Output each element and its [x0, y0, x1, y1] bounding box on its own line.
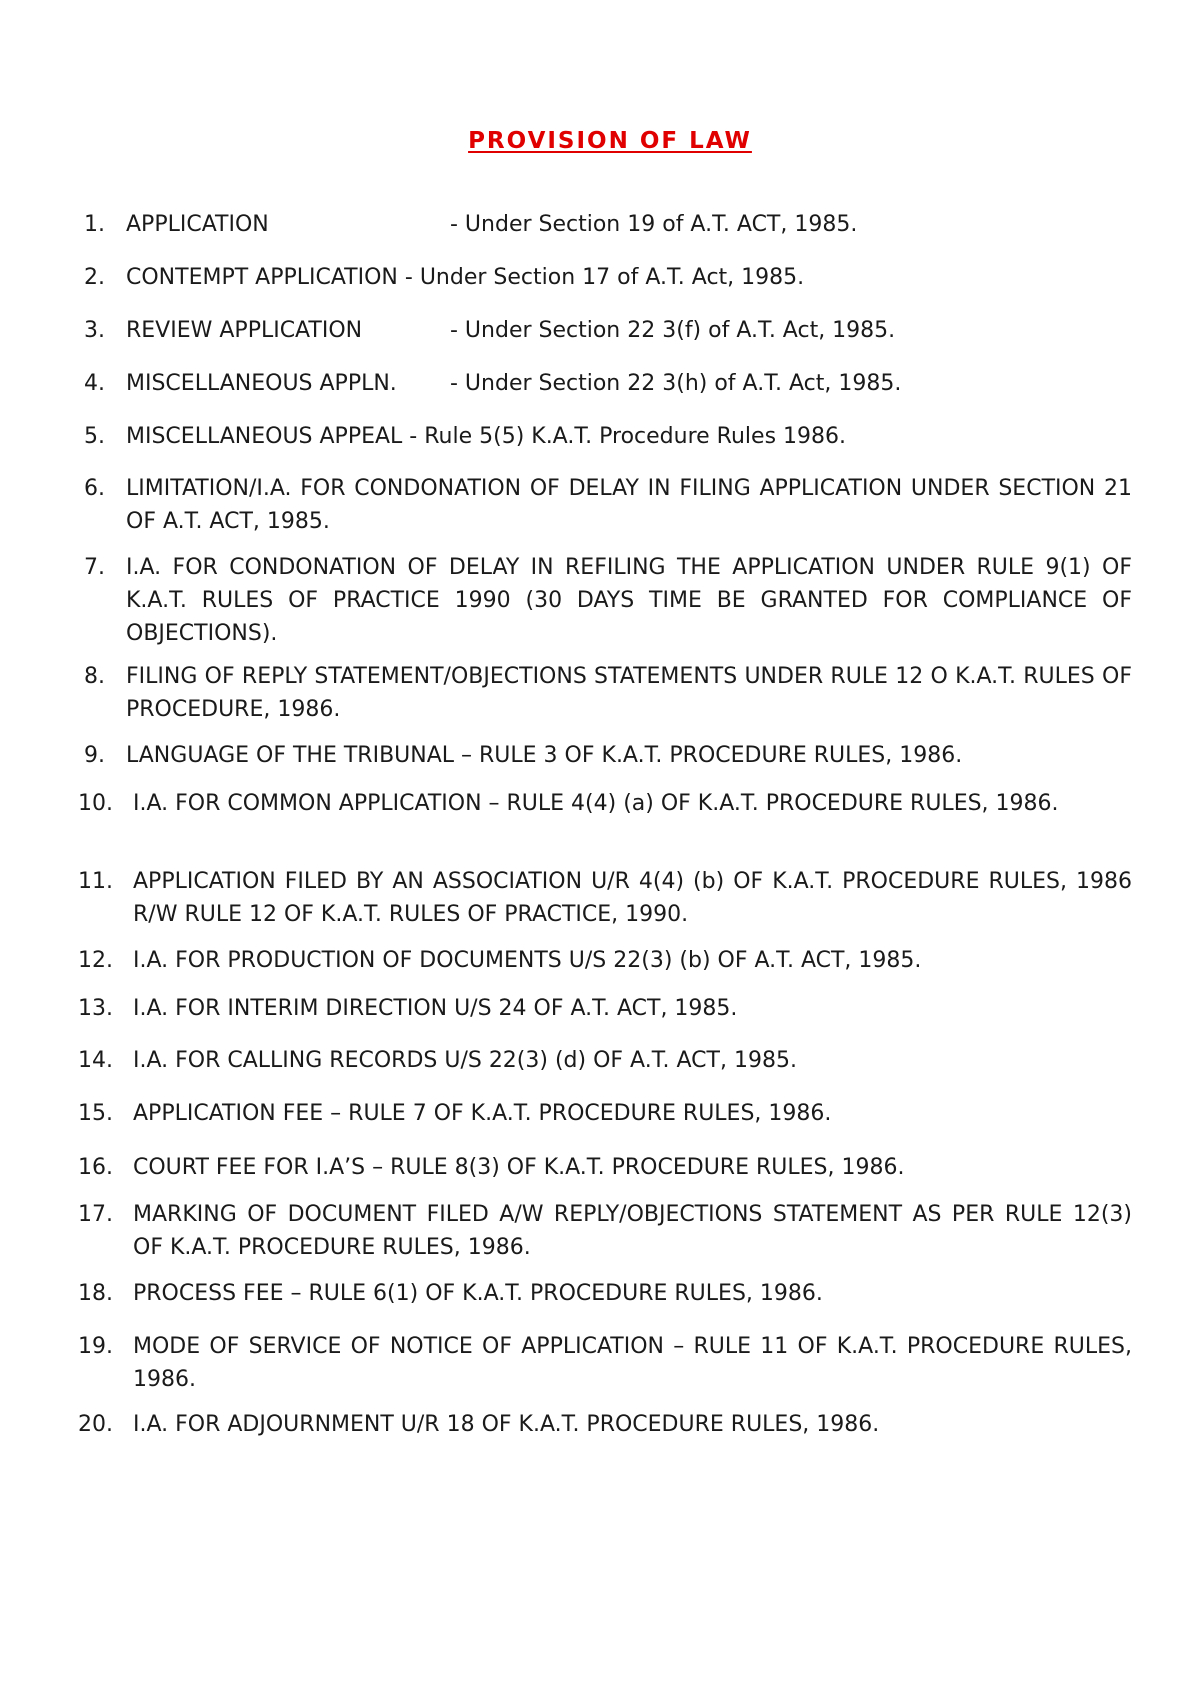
list-item [78, 1097, 1132, 1130]
item-number: 1. [84, 212, 105, 237]
list-item [78, 1151, 1132, 1184]
list-item [84, 208, 1132, 241]
item-number: 16. [78, 1155, 113, 1180]
list-item [78, 944, 1132, 977]
list-item [84, 551, 1132, 650]
item-label: MISCELLANEOUS APPEAL [126, 424, 403, 449]
item-text: PROCESS FEE – RULE 6(1) OF K.A.T. PROCEDURE RULES, 1986. [133, 1281, 823, 1306]
list-item [78, 1408, 1132, 1441]
item-text: MODE OF SERVICE OF NOTICE OF APPLICATION – RULE 11 OF K.A.T. PROCEDURE RULES, 1986. [133, 1334, 1132, 1392]
item-number: 7. [84, 555, 105, 580]
list-item [78, 992, 1132, 1025]
item-number: 2. [84, 265, 105, 290]
item-number: 11. [78, 869, 113, 894]
list-item [84, 314, 1132, 347]
item-number: 13. [78, 996, 113, 1021]
list-item [78, 1198, 1132, 1264]
item-number: 17. [78, 1202, 113, 1227]
list-item [78, 1277, 1132, 1310]
item-number: 18. [78, 1281, 113, 1306]
item-label: REVIEW APPLICATION [126, 318, 363, 343]
item-number: 9. [84, 743, 105, 768]
item-text: COURT FEE FOR I.A’S – RULE 8(3) OF K.A.T. PROCEDURE RULES, 1986. [133, 1155, 905, 1180]
item-text: I.A. FOR CALLING RECORDS U/S 22(3) (d) OF A.T. ACT, 1985. [133, 1048, 797, 1073]
item-label: APPLICATION [126, 212, 269, 237]
item-text: I.A. FOR PRODUCTION OF DOCUMENTS U/S 22(3) (b) OF A.T. ACT, 1985. [133, 948, 922, 973]
list-item [78, 787, 1132, 820]
item-text: APPLICATION FILED BY AN ASSOCIATION U/R 4(4) (b) OF K.A.T. PROCEDURE RULES, 1986 R/W RULE 12 OF K.A.T. RULES OF PRACTICE, 1990. [133, 869, 1132, 927]
item-text: I.A. FOR CONDONATION OF DELAY IN REFILING THE APPLICATION UNDER RULE 9(1) OF K.A.T. RULES OF PRACTICE 1990 (30 DAYS TIME BE GRANTED FOR COMPLIANCE OF OBJECTIONS). [126, 555, 1132, 646]
list-item [84, 367, 1132, 400]
page-title: PROVISION OF LAW [468, 128, 752, 154]
item-number: 3. [84, 318, 105, 343]
item-label: MISCELLANEOUS APPLN. [126, 371, 397, 396]
item-number: 12. [78, 948, 113, 973]
item-text: APPLICATION FEE – RULE 7 OF K.A.T. PROCEDURE RULES, 1986. [133, 1101, 832, 1126]
item-number: 20. [78, 1412, 113, 1437]
item-number: 15. [78, 1101, 113, 1126]
item-number: 19. [78, 1334, 113, 1359]
item-number: 8. [84, 664, 105, 689]
item-text: - Under Section 22 3(h) of A.T. Act, 1985. [450, 371, 902, 396]
list-item [84, 660, 1132, 726]
list-item [84, 739, 1132, 772]
item-text: - Under Section 19 of A.T. ACT, 1985. [450, 212, 858, 237]
item-text: LIMITATION/I.A. FOR CONDONATION OF DELAY IN FILING APPLICATION UNDER SECTION 21 OF A.T. ACT, 1985. [126, 476, 1132, 534]
item-text: I.A. FOR INTERIM DIRECTION U/S 24 OF A.T. ACT, 1985. [133, 996, 738, 1021]
item-text: MARKING OF DOCUMENT FILED A/W REPLY/OBJECTIONS STATEMENT AS PER RULE 12(3) OF K.A.T. PROCEDURE RULES, 1986. [133, 1202, 1132, 1260]
item-number: 6. [84, 476, 105, 501]
item-text: LANGUAGE OF THE TRIBUNAL – RULE 3 OF K.A.T. PROCEDURE RULES, 1986. [126, 743, 963, 768]
item-number: 5. [84, 424, 105, 449]
item-text: I.A. FOR ADJOURNMENT U/R 18 OF K.A.T. PROCEDURE RULES, 1986. [133, 1412, 880, 1437]
item-number: 10. [78, 791, 113, 816]
item-number: 4. [84, 371, 105, 396]
list-item [84, 261, 1132, 294]
list-item [84, 420, 1132, 453]
item-text: I.A. FOR COMMON APPLICATION – RULE 4(4) (a) OF K.A.T. PROCEDURE RULES, 1986. [133, 791, 1059, 816]
item-text: - Under Section 17 of A.T. Act, 1985. [404, 265, 805, 290]
list-item [78, 1330, 1132, 1396]
item-label: CONTEMPT APPLICATION [126, 265, 398, 290]
list-item [84, 472, 1132, 538]
item-text: FILING OF REPLY STATEMENT/OBJECTIONS STATEMENTS UNDER RULE 12 O K.A.T. RULES OF PROCEDURE, 1986. [126, 664, 1132, 722]
list-item [78, 865, 1132, 931]
list-item [78, 1044, 1132, 1077]
item-text: - Under Section 22 3(f) of A.T. Act, 1985. [450, 318, 896, 343]
item-text: - Rule 5(5) K.A.T. Procedure Rules 1986. [409, 424, 847, 449]
item-number: 14. [78, 1048, 113, 1073]
